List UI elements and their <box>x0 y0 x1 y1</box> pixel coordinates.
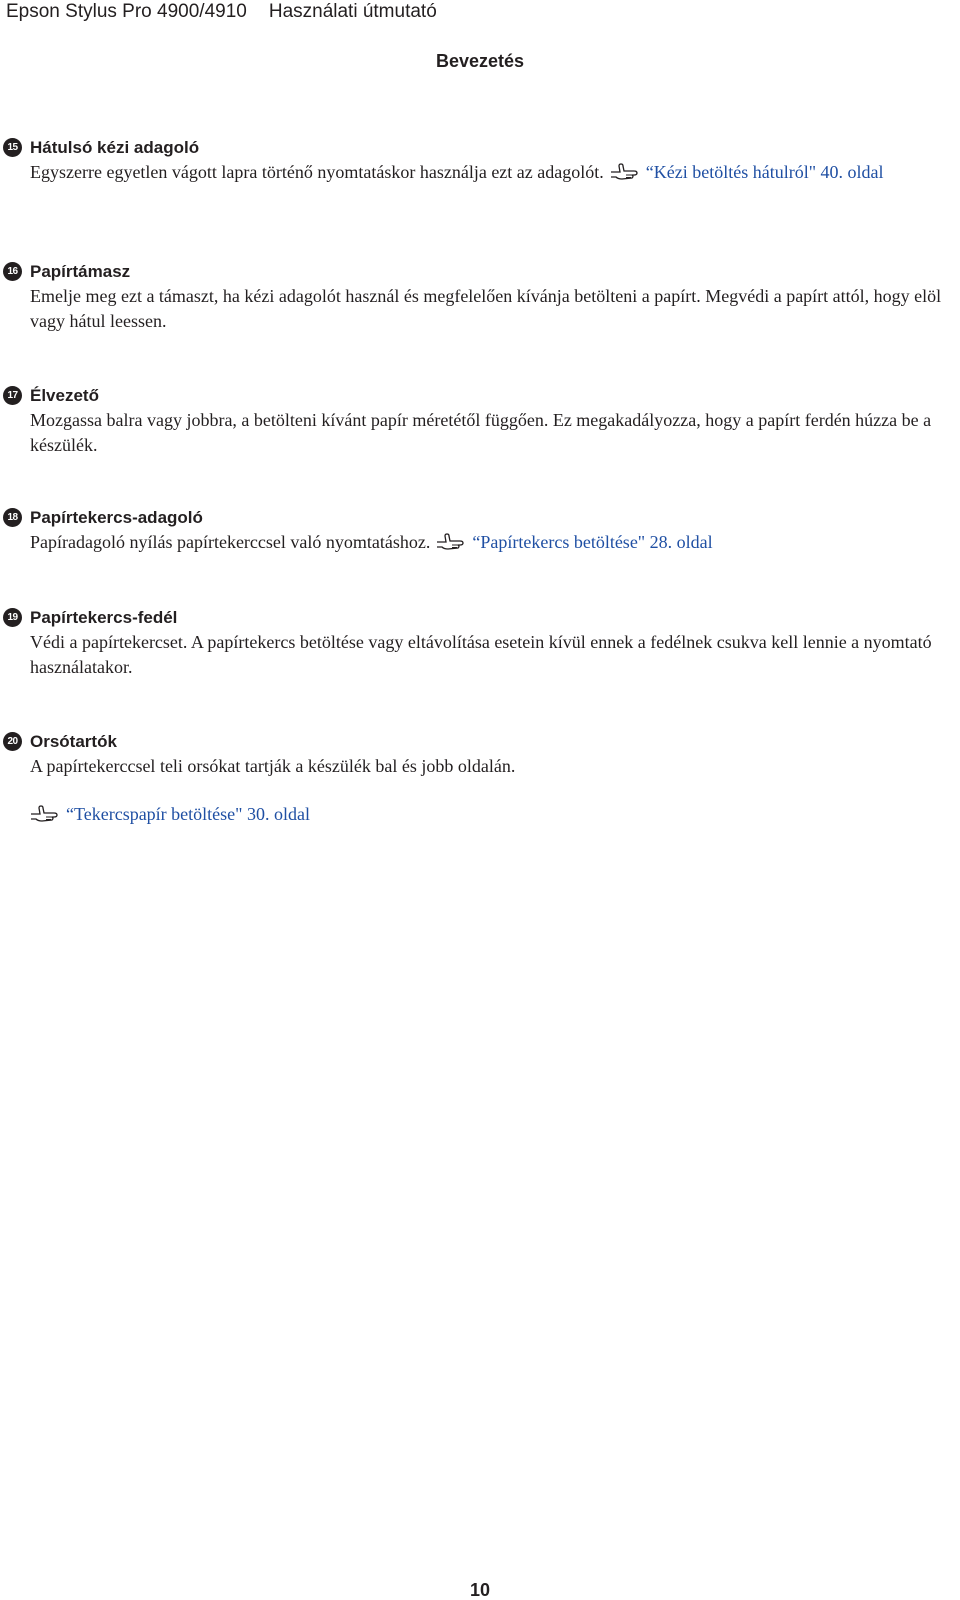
item-number-badge: 19 <box>3 608 22 627</box>
list-item <box>0 135 960 188</box>
item-title: Élvezető <box>30 386 99 405</box>
item-description <box>30 630 946 680</box>
item-reference <box>30 802 946 830</box>
cross-reference-link[interactable]: “Tekercspapír betöltése" 30. oldal <box>66 804 310 824</box>
item-title: Papírtekercs-adagoló <box>30 508 203 527</box>
item-text: Papíradagoló nyílás papírtekerccsel való nyomtatáshoz. <box>30 532 431 552</box>
header-product: Epson Stylus Pro 4900/4910 <box>6 1 247 22</box>
list-item <box>0 729 960 830</box>
item-title: Hátulsó kézi adagoló <box>30 138 200 157</box>
list-item <box>0 259 960 334</box>
section-title: Bevezetés <box>435 51 525 71</box>
item-number-badge: 15 <box>3 138 22 157</box>
item-text: Mozgassa balra vagy jobbra, a betölteni kívánt papír méretétől függően. Ez megakadályozza, hogy a papírt ferdén húzza be a készülék. <box>30 410 932 455</box>
item-number-badge: 18 <box>3 508 22 527</box>
list-item <box>0 383 960 458</box>
list-item <box>0 605 960 680</box>
item-text: A papírtekerccsel teli orsókat tartják a készülék bal és jobb oldalán. <box>30 756 516 776</box>
pointing-hand-icon <box>436 533 466 558</box>
list-item <box>0 505 960 558</box>
page-number: 10 <box>469 1580 491 1600</box>
pointing-hand-icon <box>30 805 60 830</box>
item-text: Egyszerre egyetlen vágott lapra történő nyomtatáskor használja ezt az adagolót. <box>30 162 604 182</box>
item-title: Papírtámasz <box>30 262 131 281</box>
running-header <box>6 0 437 24</box>
cross-reference-link[interactable]: “Papírtekercs betöltése" 28. oldal <box>472 532 713 552</box>
item-text: Emelje meg ezt a támaszt, ha kézi adagolót használ és megfelelően kívánja betölteni a papírt. Megvédi a papírt attól, hogy elöl vagy hátul leessen. <box>30 286 942 331</box>
item-text: Védi a papírtekercset. A papírtekercs betöltése vagy eltávolítása esetein kívül ennek a fedélnek csukva kell lennie a nyomtató használatakor. <box>30 632 932 677</box>
item-number-badge: 17 <box>3 386 22 405</box>
item-description <box>30 284 946 334</box>
item-title: Orsótartók <box>30 732 117 751</box>
header-manual: Használati útmutató <box>268 1 437 22</box>
item-number-badge: 20 <box>3 732 22 751</box>
item-description <box>30 754 946 779</box>
item-description <box>30 530 946 558</box>
item-description <box>30 408 946 458</box>
item-title: Papírtekercs-fedél <box>30 608 178 627</box>
item-description <box>30 160 946 188</box>
cross-reference-link[interactable]: “Kézi betöltés hátulról" 40. oldal <box>645 162 884 182</box>
pointing-hand-icon <box>610 163 640 188</box>
item-number-badge: 16 <box>3 262 22 281</box>
